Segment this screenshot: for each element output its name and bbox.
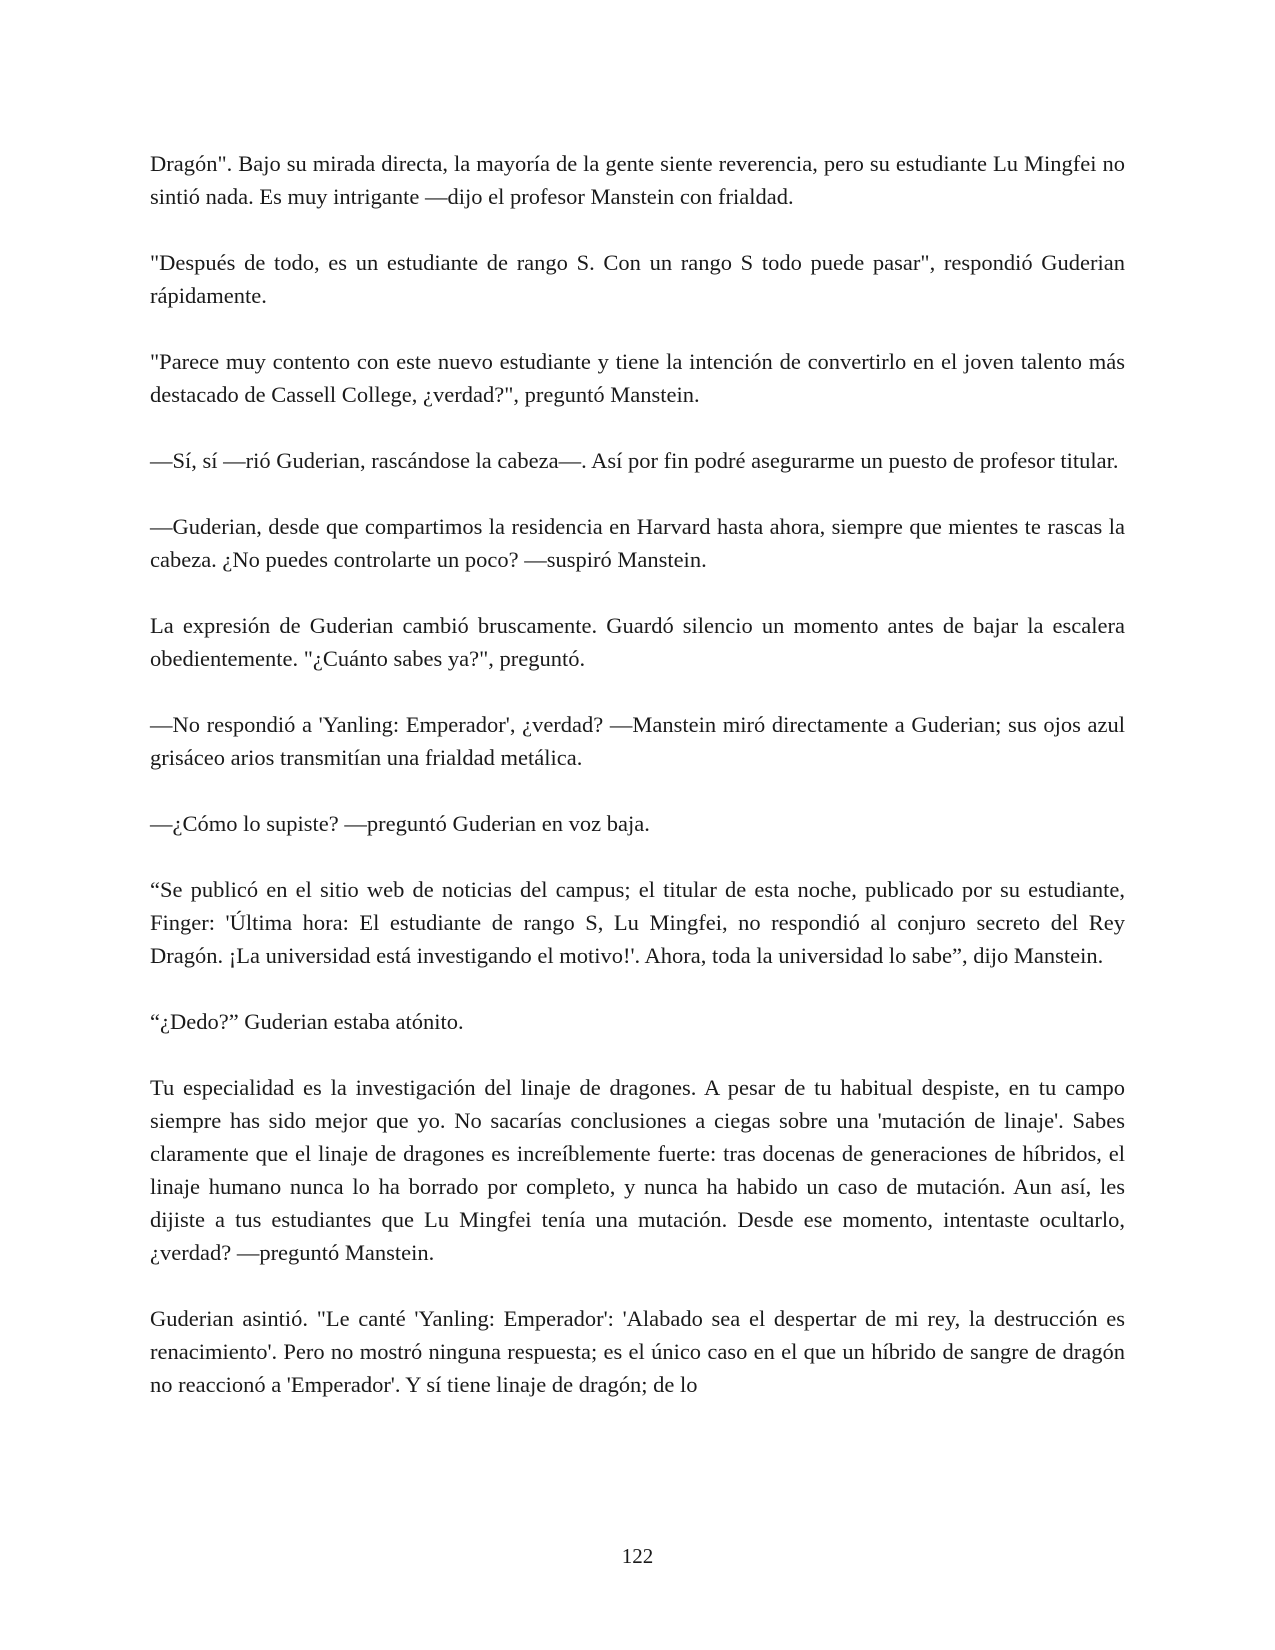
paragraph-4: —Sí, sí —rió Guderian, rascándose la cabeza—. Así por fin podré asegurarme un puesto de profesor titular. [150, 448, 1119, 473]
paragraph-5: —Guderian, desde que compartimos la residencia en Harvard hasta ahora, siempre que mientes te rascas la cabeza. ¿No puedes controlarte un poco? —suspiró Manstein. [150, 514, 1125, 572]
page-number: 122 [621, 1544, 654, 1568]
paragraph-8: —¿Cómo lo supiste? —preguntó Guderian en voz baja. [150, 811, 650, 836]
paragraph-9: “Se publicó en el sitio web de noticias del campus; el titular de esta noche, publicado por su estudiante, Finger: 'Última hora: El estudiante de rango S, Lu Mingfei, no respondió al conjuro secreto del Rey Dragón. ¡La universidad está investigando el motivo!'. Ahora, toda la universidad lo sabe”, dijo Manstein. [150, 877, 1125, 968]
paragraph-2: "Después de todo, es un estudiante de rango S. Con un rango S todo puede pasar", respondió Guderian rápidamente. [150, 250, 1125, 308]
paragraph-1: Dragón". Bajo su mirada directa, la mayoría de la gente siente reverencia, pero su estudiante Lu Mingfei no sintió nada. Es muy intrigante —dijo el profesor Manstein con frialdad. [150, 151, 1125, 209]
paragraph-10: “¿Dedo?” Guderian estaba atónito. [150, 1009, 464, 1034]
paragraph-11: Tu especialidad es la investigación del linaje de dragones. A pesar de tu habitual despiste, en tu campo siempre has sido mejor que yo. No sacarías conclusiones a ciegas sobre una 'mutación de linaje'. Sabes claramente que el linaje de dragones es increíblemente fuerte: tras docenas de generaciones de híbridos, el linaje humano nunca lo ha borrado por completo, y nunca ha habido un caso de mutación. Aun así, les dijiste a tus estudiantes que Lu Mingfei tenía una mutación. Desde ese momento, intentaste ocultarlo, ¿verdad? —preguntó Manstein. [150, 1075, 1125, 1265]
paragraph-7: —No respondió a 'Yanling: Emperador', ¿verdad? —Manstein miró directamente a Guderian; sus ojos azul grisáceo arios transmitían una frialdad metálica. [150, 712, 1125, 770]
paragraph-6: La expresión de Guderian cambió bruscamente. Guardó silencio un momento antes de bajar la escalera obedientemente. "¿Cuánto sabes ya?", preguntó. [150, 613, 1125, 671]
paragraph-3: "Parece muy contento con este nuevo estudiante y tiene la intención de convertirlo en el joven talento más destacado de Cassell College, ¿verdad?", preguntó Manstein. [150, 349, 1125, 407]
page-body [150, 147, 1125, 1434]
paragraph-12: Guderian asintió. "Le canté 'Yanling: Emperador': 'Alabado sea el despertar de mi rey, la destrucción es renacimiento'. Pero no mostró ninguna respuesta; es el único caso en el que un híbrido de sangre de dragón no reaccionó a 'Emperador'. Y sí tiene linaje de dragón; de lo [150, 1306, 1125, 1397]
